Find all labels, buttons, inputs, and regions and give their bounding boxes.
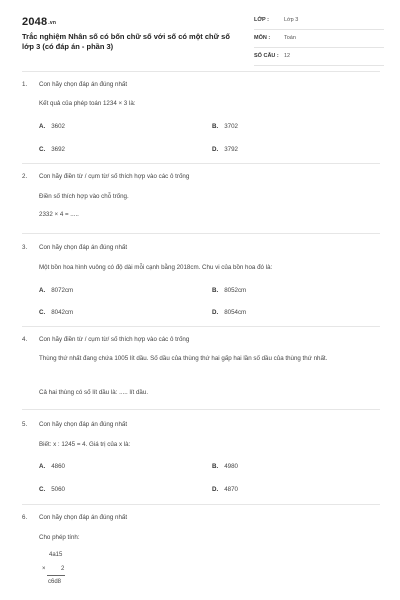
option-d[interactable] <box>212 309 246 316</box>
option-b[interactable] <box>212 463 238 470</box>
option-text: 3702 <box>224 123 238 130</box>
question-number: 6. <box>22 514 28 521</box>
option-a[interactable] <box>39 123 65 130</box>
calc-multiplier: 2 <box>61 566 65 572</box>
multiplication-layout <box>39 552 79 592</box>
logo-suffix: .vn <box>48 20 57 26</box>
logo-text: 2048 <box>22 16 48 28</box>
option-text: 8072cm <box>51 287 74 294</box>
question-number: 2. <box>22 173 28 180</box>
option-letter: C. <box>39 486 46 493</box>
option-letter: A. <box>39 123 46 130</box>
meta-value: Lớp 3 <box>284 17 299 23</box>
option-d[interactable] <box>212 486 238 493</box>
option-c[interactable] <box>39 146 65 153</box>
site-logo[interactable] <box>22 16 56 28</box>
option-text: 8052cm <box>224 287 247 294</box>
question-text: Biết: x : 1245 = 4. Giá trị của x là: <box>39 441 131 448</box>
question-number: 5. <box>22 421 28 428</box>
meta-label: MÔN : <box>254 35 271 41</box>
option-c[interactable] <box>39 309 73 316</box>
header <box>22 14 382 66</box>
meta-label: SỐ CÂU : <box>254 53 279 59</box>
question-instruction: Con hãy điền từ / cụm từ/ số thích hợp vào các ô trống <box>39 173 190 180</box>
question-text: Điền số thích hợp vào chỗ trống. <box>39 193 129 200</box>
meta-row-subject <box>254 32 384 48</box>
option-letter: B. <box>212 463 219 470</box>
option-a[interactable] <box>39 287 73 294</box>
fill-in-blank[interactable]: Cả hai thùng có số lít dầu là: ..... lít dầu. <box>39 389 149 396</box>
question-instruction: Con hãy điền từ / cụm từ/ số thích hợp vào các ô trống <box>39 336 190 343</box>
option-text: 3692 <box>51 146 65 153</box>
option-c[interactable] <box>39 486 65 493</box>
question-text: Một bồn hoa hình vuông có độ dài mỗi cạnh bằng 2018cm. Chu vi của bồn hoa đó là: <box>39 264 273 271</box>
calc-result: c6d8 <box>48 579 62 585</box>
question-number: 3. <box>22 244 28 251</box>
divider <box>22 233 380 234</box>
option-b[interactable] <box>212 123 238 130</box>
page-title: Trắc nghiệm Nhân số có bốn chữ số với số có một chữ số lớp 3 (có đáp án - phần 3) <box>22 32 230 51</box>
calc-operator: × <box>42 566 46 572</box>
calc-underline <box>47 575 65 576</box>
option-letter: C. <box>39 146 46 153</box>
option-text: 3792 <box>224 146 238 153</box>
divider <box>22 504 380 505</box>
option-d[interactable] <box>212 146 238 153</box>
option-text: 4870 <box>224 486 238 493</box>
option-letter: B. <box>212 123 219 130</box>
meta-row-class <box>254 14 384 30</box>
option-letter: B. <box>212 287 219 294</box>
divider <box>22 326 380 327</box>
divider <box>22 71 380 72</box>
option-text: 4980 <box>224 463 238 470</box>
option-letter: D. <box>212 486 219 493</box>
meta-row-count <box>254 50 384 66</box>
option-text: 8054cm <box>224 309 247 316</box>
question-instruction: Con hãy chọn đáp án đúng nhất <box>39 81 128 88</box>
option-letter: C. <box>39 309 46 316</box>
divider <box>22 409 380 410</box>
option-text: 8042cm <box>51 309 74 316</box>
question-instruction: Con hãy chọn đáp án đúng nhất <box>39 421 128 428</box>
option-letter: D. <box>212 146 219 153</box>
calc-multiplicand: 4a15 <box>49 552 63 558</box>
option-letter: A. <box>39 287 46 294</box>
meta-value: 12 <box>284 53 291 59</box>
question-text: Kết quả của phép toán 1234 × 3 là: <box>39 100 136 107</box>
fill-in-blank[interactable]: 2332 × 4 = ..... <box>39 211 79 218</box>
option-letter: A. <box>39 463 46 470</box>
question-instruction: Con hãy chọn đáp án đúng nhất <box>39 244 128 251</box>
divider <box>22 163 380 164</box>
question-paragraph: Thùng thứ nhất đang chứa 1005 lít dầu. Số dầu của thùng thứ hai gấp hai lần số dầu của thùng thứ nhất. <box>39 355 328 362</box>
meta-label: LỚP : <box>254 17 269 23</box>
question-instruction: Con hãy chọn đáp án đúng nhất <box>39 514 128 521</box>
option-text: 3602 <box>51 123 65 130</box>
question-text: Cho phép tính: <box>39 534 80 541</box>
meta-info <box>254 14 384 68</box>
option-text: 4860 <box>51 463 65 470</box>
option-text: 5060 <box>51 486 65 493</box>
question-number: 4. <box>22 336 28 343</box>
meta-value: Toán <box>284 35 296 41</box>
option-letter: D. <box>212 309 219 316</box>
question-number: 1. <box>22 81 28 88</box>
option-a[interactable] <box>39 463 65 470</box>
option-b[interactable] <box>212 287 246 294</box>
